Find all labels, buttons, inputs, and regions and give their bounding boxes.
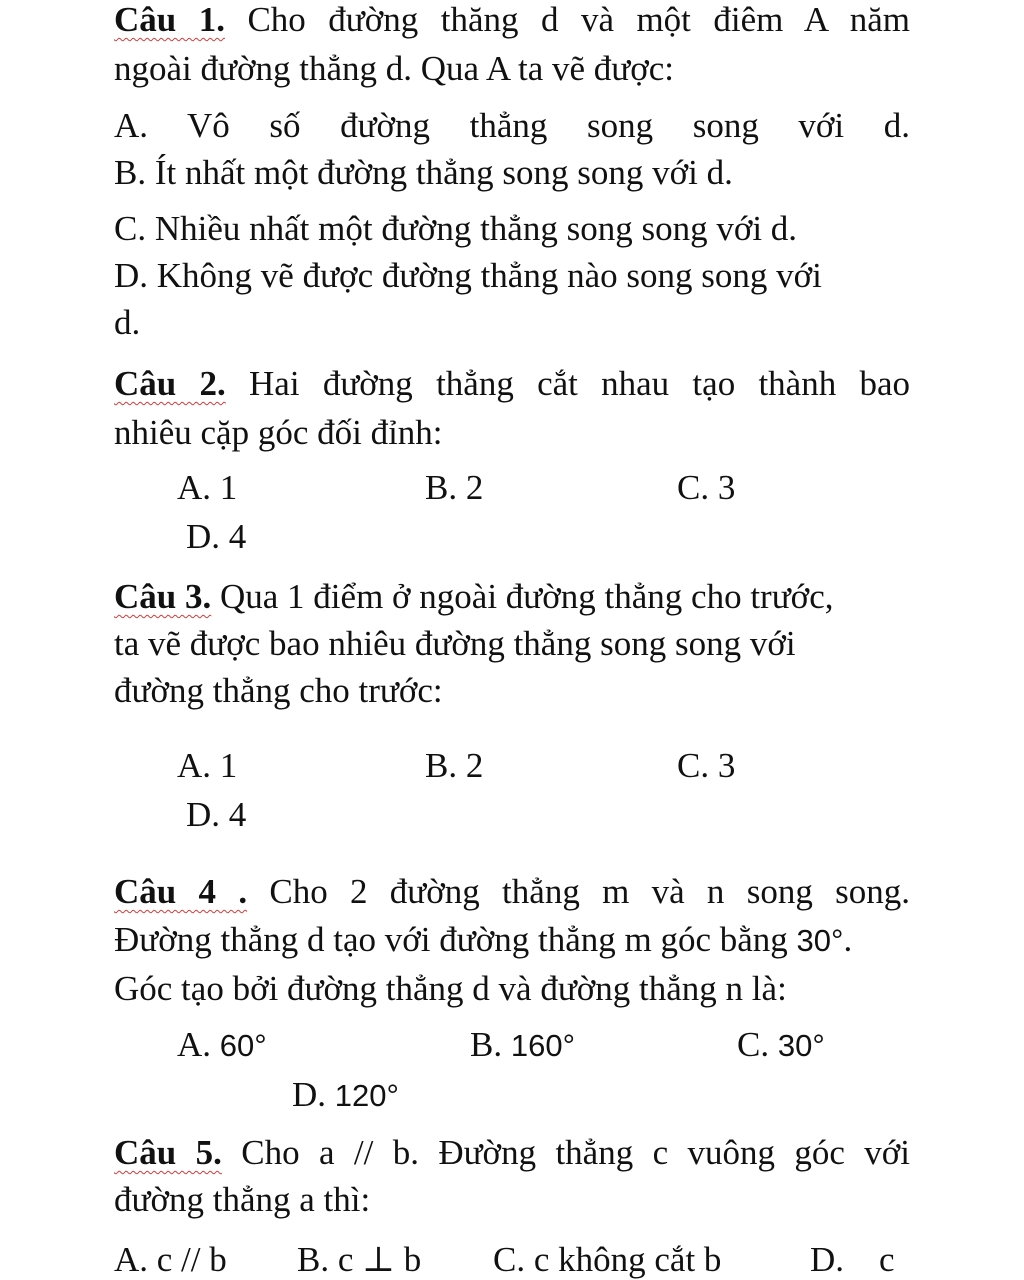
q4-option-a-value: 60° (219, 1028, 267, 1063)
q4-stem-line-3: Góc tạo bởi đường thẳng d và đường thẳng n là: (114, 969, 787, 1008)
q1-option-c: C. Nhiều nhất một đường thẳng song song với d. (114, 209, 798, 248)
q4-option-d (292, 1075, 399, 1116)
q2-option-a: A. 1 (177, 468, 238, 507)
q1-stem-line-1 (114, 0, 910, 40)
q4-stem-text-2: Đường thẳng d tạo với đường thẳng m góc bằng (114, 920, 788, 959)
q5-option-a: A. c // b (114, 1240, 227, 1279)
q3-stem-line-1 (114, 577, 833, 617)
q4-option-c-letter: C. (737, 1025, 770, 1064)
q4-label: Câu 4 . (114, 872, 248, 911)
q5-stem-text-1: Cho a // b. Đường thẳng c vuông góc với (241, 1133, 910, 1172)
q4-option-b-letter: B. (470, 1025, 503, 1064)
q1-stem-text-1: Cho đường thăng d và một điêm A năm (247, 0, 910, 39)
q3-option-b: B. 2 (425, 746, 484, 785)
q4-option-c-value: 30° (777, 1028, 825, 1063)
q2-label: Câu 2. (114, 364, 226, 403)
q1-option-d-line-1: D. Không vẽ được đường thẳng nào song song với (114, 256, 822, 295)
q5-label: Câu 5. (114, 1133, 222, 1172)
q3-option-d: D. 4 (186, 795, 247, 834)
q4-option-b-value: 160° (510, 1028, 575, 1063)
q4-stem-line-1 (114, 872, 910, 912)
q1-label: Câu 1. (114, 0, 225, 39)
q3-stem-text-1: Qua 1 điểm ở ngoài đường thẳng cho trước, (220, 577, 834, 616)
q4-option-d-letter: D. (292, 1075, 327, 1114)
q1-option-a: A. Vô số đường thẳng song song với d. (114, 106, 910, 145)
q3-label: Câu 3. (114, 577, 212, 616)
q2-stem-line-2: nhiêu cặp góc đối đỉnh: (114, 413, 443, 452)
q3-stem-line-3: đường thẳng cho trước: (114, 671, 443, 710)
q2-option-b: B. 2 (425, 468, 484, 507)
q4-option-d-value: 120° (334, 1078, 399, 1113)
q2-option-d: D. 4 (186, 517, 247, 556)
q3-option-a: A. 1 (177, 746, 238, 785)
q5-stem-line-2: đường thẳng a thì: (114, 1180, 371, 1219)
q2-option-c: C. 3 (677, 468, 736, 507)
q4-option-a-letter: A. (177, 1025, 212, 1064)
q5-stem-line-1 (114, 1133, 910, 1173)
q3-stem-line-2: ta vẽ được bao nhiêu đường thẳng song song với (114, 624, 796, 663)
q5-option-c: C. c không cắt b (493, 1240, 722, 1279)
q4-stem-angle-value: 30° (796, 923, 844, 958)
q4-option-c (737, 1025, 825, 1066)
q1-option-d-line-2: d. (114, 303, 141, 342)
q2-stem-text-1: Hai đường thẳng cắt nhau tạo thành bao (249, 364, 911, 403)
q4-option-b (470, 1025, 575, 1066)
q1-stem-line-2: ngoài đường thẳng d. Qua A ta vẽ được: (114, 49, 674, 88)
q4-stem-text-1: Cho 2 đường thẳng m và n song song. (269, 872, 911, 911)
q4-option-a (177, 1025, 267, 1066)
q4-stem-line-2 (114, 920, 852, 961)
q1-option-b: B. Ít nhất một đường thẳng song song với d. (114, 153, 733, 192)
q2-stem-line-1 (114, 364, 910, 404)
q5-option-b: B. c ⊥ b (297, 1240, 422, 1279)
q4-stem-period: . (843, 920, 853, 959)
q3-option-c: C. 3 (677, 746, 736, 785)
q5-option-d: D. c (810, 1240, 895, 1279)
